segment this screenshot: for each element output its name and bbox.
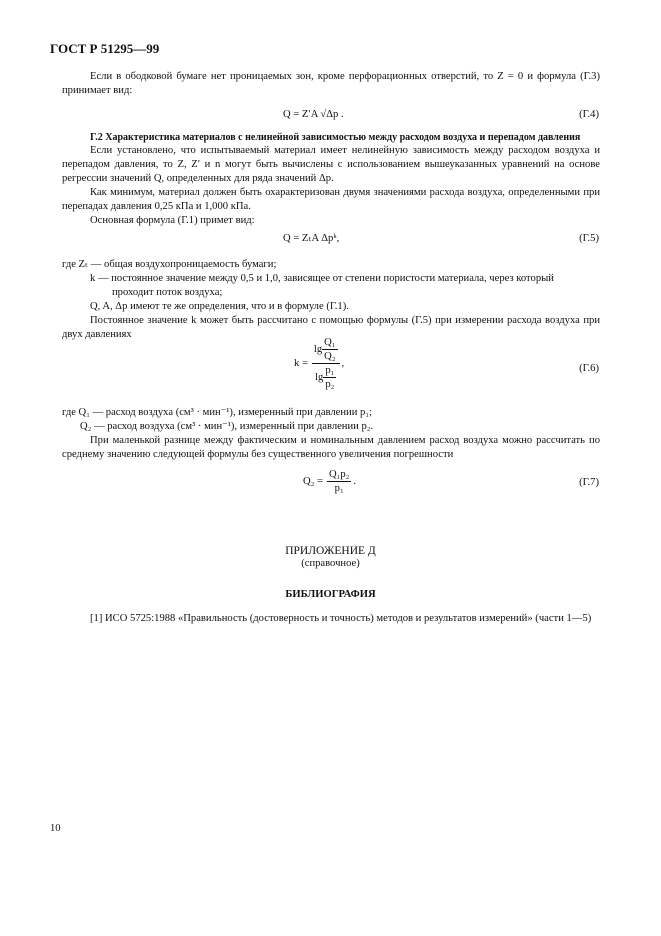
formula-g7-tail: . [353, 475, 356, 487]
where-k-cont: проходит поток воздуха; [112, 287, 223, 298]
formula-g7 [303, 468, 356, 495]
appendix-title: ПРИЛОЖЕНИЕ Д [285, 545, 376, 557]
formula-g4-number: (Г.4) [579, 109, 599, 120]
paragraph-nonlinear: Если установлено, что испытываемый материал имеет нелинейную зависимость между расходом воздуха и перепадом давления, то Z, Z′ и n могут быть вычислены с использованием вышеуказанных уравнений на основе регрессии значений Q, определенных для ряда значений Δp. [62, 145, 600, 184]
paragraph-basic-formula: Основная формула (Г.1) примет вид: [90, 215, 255, 226]
where-q2: Q₂ — расход воздуха (см³ · мин⁻¹), измеренный при давлении p₂. [80, 421, 374, 432]
formula-g6 [294, 336, 344, 391]
where-k: k — постоянное значение между 0,5 и 1,0, зависящее от степени пористости материала, через который [90, 273, 554, 284]
formula-g6-lg-bottom: lg [315, 372, 324, 383]
appendix-subtitle: (справочное) [301, 558, 360, 569]
formula-g6-q1: Q₁ [324, 337, 336, 348]
paragraph-constant-k: Постоянное значение k может быть рассчитано с помощью формулы (Г.5) при измерении расхода воздуха при двух давлениях [62, 315, 600, 340]
paragraph-minimum: Как минимум, материал должен быть охарактеризован двумя значениями расхода воздуха, определенными при перепадах давления 0,25 кПа и 1,000 кПа. [62, 187, 600, 212]
section-heading-g2: Г.2 Характеристика материалов с нелинейной зависимостью между расходом воздуха и перепадом давления [90, 132, 581, 143]
where-q-a-dp: Q, A, Δp имеют те же определения, что и в формуле (Г.1). [90, 301, 349, 312]
where-q1: где Q₁ — расход воздуха (см³ · мин⁻¹), измеренный при давлении p₁; [62, 407, 372, 418]
formula-g6-fraction [312, 336, 340, 391]
formula-g6-tail: , [341, 357, 345, 369]
formula-g6-p2: p₂ [325, 379, 335, 390]
paragraph-small-difference: При маленькой разнице между фактическим и номинальным давлением расход воздуха можно рассчитать по среднему значению следующей формулы без существенного увеличения погрешности [62, 435, 600, 460]
formula-g7-denominator: p₁ [334, 483, 344, 494]
formula-g7-numerator: Q₁p₂ [328, 469, 350, 480]
where-zt: где Zₜ — общая воздухопроницаемость бумаги; [62, 259, 277, 270]
formula-g7-lhs: Q₂ = [303, 475, 323, 487]
document-header: ГОСТ Р 51295—99 [50, 41, 160, 56]
bibliography-title: БИБЛИОГРАФИЯ [285, 589, 376, 600]
formula-g6-number: (Г.6) [579, 363, 599, 374]
formula-g7-number: (Г.7) [579, 477, 599, 488]
formula-g6-q2: Q₂ [324, 351, 336, 362]
bibliography-item: [1] ИСО 5725:1988 «Правильность (достоверность и точность) методов и результатов измерений» (части 1—5) [90, 613, 592, 624]
formula-g5: Q = ZₜA Δpᵏ, [283, 233, 340, 244]
formula-g6-lg-top: lg [313, 344, 323, 355]
formula-g6-p1: p₁ [325, 365, 335, 376]
paragraph-zero-z: Если в ободковой бумаге нет проницаемых зон, кроме перфорационных отверстий, то Z = 0 и формула (Г.3) принимает вид: [62, 71, 600, 96]
formula-g4: Q = Z′A √Δp . [283, 109, 344, 120]
formula-g5-number: (Г.5) [579, 233, 599, 244]
page-number: 10 [50, 823, 61, 834]
formula-g6-lhs: k = [294, 357, 308, 369]
